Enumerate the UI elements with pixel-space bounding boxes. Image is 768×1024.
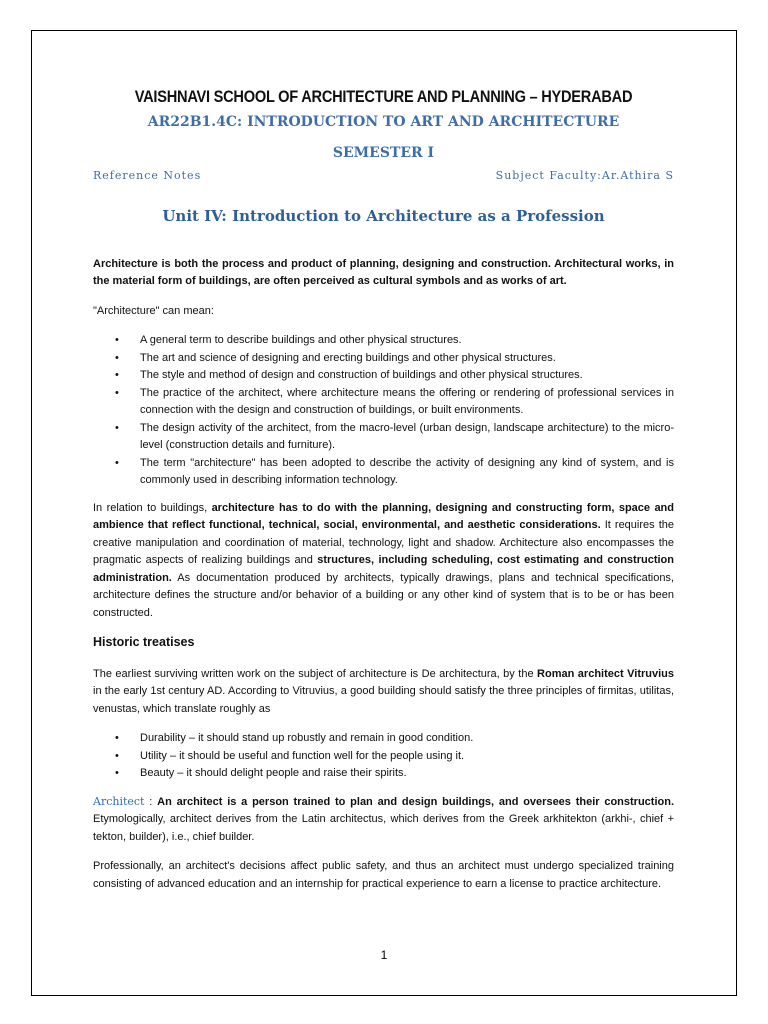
architect-term: Architect [93, 794, 145, 808]
relation-bold-1: architecture has to do with the planning, designing and constructing form, space and ambience that reflect functional, technical, social, environmental, and aesthetic considerations. [93, 501, 674, 531]
page-number: 1 [380, 948, 388, 962]
list-item: • Beauty – it should delight people and raise their spirits. [93, 765, 674, 783]
school-name: VAISHNAVI SCHOOL OF ARCHITECTURE AND PLANNING – HYDERABAD [134, 87, 633, 106]
historic-bold-vitruvius: Roman architect Vitruvius [537, 667, 674, 680]
relation-paragraph [93, 500, 674, 623]
historic-text-2: in the early 1st century AD. According to Vitruvius, a good building should satisfy the three principles of firmitas, utilitas, venustas, which translate roughly as [93, 685, 674, 715]
relation-text-2: It requires the creative manipulation and coordination of material, technology, light and shadow. Architecture also encompasses the pragmatic aspects of realizing buildings and [93, 519, 674, 566]
list-item: • The style and method of design and construction of buildings and other physical structures. [93, 367, 674, 385]
intro-paragraph: Architecture is both the process and product of planning, designing and construction. Architectural works, in the material form of buildings, are often perceived as cultural symbols and as works of art. [93, 257, 674, 287]
list-item: • Utility – it should be useful and function well for the people using it. [93, 748, 674, 766]
subject-faculty-label: Subject Faculty:Ar.Athira S [495, 168, 674, 182]
document-body [93, 88, 674, 905]
principles-list [93, 730, 674, 783]
list-item: • Durability – it should stand up robustly and remain in good condition. [93, 730, 674, 748]
architect-colon: : [144, 795, 158, 808]
historic-paragraph [93, 666, 674, 719]
meanings-list [93, 332, 674, 490]
list-item: • The term "architecture" has been adopted to describe the activity of designing any kind of system, and is commonly used in describing information technology. [93, 455, 674, 490]
semester-label: SEMESTER I [332, 145, 435, 161]
can-mean-text: "Architecture" can mean: [93, 304, 214, 317]
architect-etymology: Etymologically, architect derives from the Latin architectus, which derives from the Greek arkhitekton (arkhi-, chief + tekton, builder), i.e., chief builder. [93, 813, 674, 843]
professional-paragraph: Professionally, an architect's decisions affect public safety, and thus an architect must undergo specialized training consisting of advanced education and an internship for practical experience to earn a license to practice architecture. [93, 860, 674, 890]
relation-bold-2: structures, including scheduling, cost estimating and construction administration. [93, 554, 674, 584]
relation-text-1: In relation to buildings, [93, 501, 212, 514]
list-item: • A general term to describe buildings and other physical structures. [93, 332, 674, 350]
architect-paragraph [93, 793, 674, 847]
list-item: • The design activity of the architect, from the macro-level (urban design, landscape architecture) to the micro-level (construction details and furniture). [93, 420, 674, 455]
relation-text-3: As documentation produced by architects, typically drawings, plans and technical specifications, architecture defines the structure and/or behavior of a building or any other kind of system that is to be or has been constructed. [93, 571, 674, 619]
architect-definition: An architect is a person trained to plan and design buildings, and oversees their construction. [157, 795, 674, 808]
list-item: • The practice of the architect, where architecture means the offering or rendering of professional services in connection with the design and construction of buildings, or built environments. [93, 385, 674, 420]
reference-row [93, 167, 674, 185]
reference-notes-label: Reference Notes [93, 168, 202, 182]
unit-title: Unit IV: Introduction to Architecture as a Profession [162, 207, 605, 225]
historic-text-1: The earliest surviving written work on the subject of architecture is De architectura, by the [93, 667, 538, 680]
list-item: • The art and science of designing and erecting buildings and other physical structures. [93, 350, 674, 368]
historic-treatises-heading: Historic treatises [93, 635, 195, 649]
course-title: AR22B1.4C: INTRODUCTION TO ART AND ARCHITECTURE [147, 113, 620, 130]
